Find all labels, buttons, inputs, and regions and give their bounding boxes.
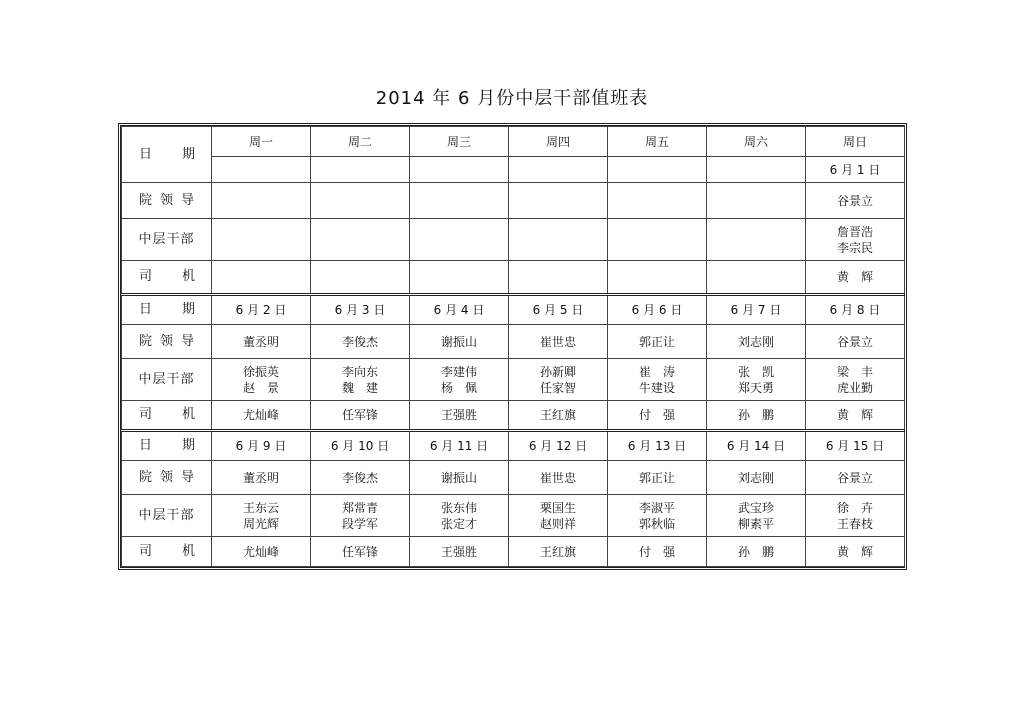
row-label-char: 导: [180, 333, 195, 349]
middle-cadre-cell: [311, 495, 410, 537]
driver-cell: 黄 辉: [806, 537, 905, 567]
cadre-name: 周光辉: [242, 516, 279, 531]
leader-cell: 谢振山: [410, 461, 509, 495]
leader-cell: 刘志刚: [707, 461, 806, 495]
driver-cell: [608, 261, 707, 295]
weekday-header: 周三: [410, 127, 509, 157]
date-cell: [212, 157, 311, 183]
leader-cell: [410, 183, 509, 219]
date-cell: 6 月 2 日: [212, 295, 311, 325]
date-cell: 6 月 1 日: [806, 157, 905, 183]
row-label-driver: [122, 261, 212, 295]
weekday-header: 周日: [806, 127, 905, 157]
cadre-name: 牛建设: [638, 380, 675, 395]
middle-cadre-cell: [707, 219, 806, 261]
row-label-char: 院: [139, 192, 154, 208]
date-cell: 6 月 12 日: [509, 431, 608, 461]
middle-cadre-cell: [410, 495, 509, 537]
leader-cell: 李俊杰: [311, 325, 410, 359]
middle-cadre-cell: [212, 495, 311, 537]
row-label-char: 期: [181, 438, 196, 453]
driver-cell: [707, 261, 806, 295]
middle-cadre-cell: [311, 359, 410, 401]
row-label-char: 机: [181, 269, 196, 284]
cadre-name: 赵则祥: [539, 516, 576, 531]
date-cell: 6 月 4 日: [410, 295, 509, 325]
leader-cell: 郭正让: [608, 461, 707, 495]
driver-cell: 尤灿峰: [212, 401, 311, 431]
date-cell: 6 月 14 日: [707, 431, 806, 461]
cadre-name: 王东云: [242, 500, 279, 515]
leader-cell: 谷景立: [806, 461, 905, 495]
row-label-char: 期: [181, 302, 196, 317]
date-cell: 6 月 5 日: [509, 295, 608, 325]
leader-cell: 谢振山: [410, 325, 509, 359]
driver-cell: 王红旗: [509, 537, 608, 567]
middle-cadre-cell: [509, 359, 608, 401]
row-label-char: 院: [139, 333, 154, 349]
date-cell: 6 月 15 日: [806, 431, 905, 461]
leader-cell: [608, 183, 707, 219]
weekday-header: 周一: [212, 127, 311, 157]
row-label-char: 司: [139, 407, 154, 422]
middle-cadre-cell: [509, 495, 608, 537]
cadre-name: 段学军: [341, 516, 378, 531]
date-cell: [311, 157, 410, 183]
row-label-char: 日: [139, 146, 154, 162]
driver-cell: [212, 261, 311, 295]
cadre-name: 郑常青: [341, 500, 378, 515]
date-cell: 6 月 3 日: [311, 295, 410, 325]
row-label-char: 日: [139, 302, 154, 317]
driver-cell: 任军锋: [311, 537, 410, 567]
row-label-middle: 中层干部: [122, 495, 212, 537]
middle-cadre-cell: [806, 219, 905, 261]
row-label-char: 领: [159, 469, 174, 485]
row-label-middle: 中层干部: [122, 219, 212, 261]
cadre-name: 李淑平: [638, 500, 675, 515]
cadre-name: 虎业勤: [836, 380, 873, 395]
leader-cell: 董丞明: [212, 461, 311, 495]
driver-cell: 孙 鹏: [707, 401, 806, 431]
duty-schedule-table: [118, 123, 907, 570]
middle-cadre-cell: [608, 359, 707, 401]
driver-cell: [509, 261, 608, 295]
driver-cell: [311, 261, 410, 295]
row-label-char: 机: [181, 543, 196, 559]
driver-cell: 尤灿峰: [212, 537, 311, 567]
row-label-leader: [122, 183, 212, 219]
row-label-driver: [122, 537, 212, 567]
date-cell: 6 月 11 日: [410, 431, 509, 461]
leader-cell: [707, 183, 806, 219]
leader-cell: 刘志刚: [707, 325, 806, 359]
date-cell: [707, 157, 806, 183]
leader-cell: 崔世忠: [509, 461, 608, 495]
row-label-char: 期: [181, 146, 196, 162]
driver-cell: 黄 辉: [806, 401, 905, 431]
middle-cadre-cell: [212, 359, 311, 401]
row-label-leader: [122, 325, 212, 359]
date-cell: [509, 157, 608, 183]
middle-cadre-cell: [509, 219, 608, 261]
cadre-name: 郑天勇: [737, 380, 774, 395]
cadre-name: 柳素平: [737, 516, 774, 531]
leader-cell: 李俊杰: [311, 461, 410, 495]
middle-cadre-cell: [707, 359, 806, 401]
leader-cell: 谷景立: [806, 183, 905, 219]
cadre-name: 孙新卿: [539, 364, 576, 379]
row-label-char: 领: [159, 192, 174, 208]
cadre-name: 郭秋临: [638, 516, 675, 531]
leader-cell: 崔世忠: [509, 325, 608, 359]
driver-cell: 王强胜: [410, 537, 509, 567]
cadre-name: 李建伟: [440, 364, 477, 379]
cadre-name: 魏 建: [341, 380, 378, 395]
cadre-name: 张定才: [440, 516, 477, 531]
row-label-date: [122, 295, 212, 325]
leader-cell: 董丞明: [212, 325, 311, 359]
date-cell: 6 月 6 日: [608, 295, 707, 325]
cadre-name: 张东伟: [440, 500, 477, 515]
cadre-name: 武宝珍: [737, 500, 774, 515]
cadre-name: 李向东: [341, 364, 378, 379]
cadre-name: 栗国生: [539, 500, 576, 515]
page-title: 2014 年 6 月份中层干部值班表: [375, 88, 649, 109]
cadre-name: 李宗民: [836, 240, 873, 255]
middle-cadre-cell: [608, 219, 707, 261]
driver-cell: 付 强: [608, 537, 707, 567]
middle-cadre-cell: [410, 359, 509, 401]
leader-cell: 郭正让: [608, 325, 707, 359]
row-label-leader: [122, 461, 212, 495]
row-label-date: [122, 127, 212, 183]
row-label-char: 司: [139, 543, 154, 559]
date-cell: 6 月 7 日: [707, 295, 806, 325]
cadre-name: 杨 佩: [440, 380, 477, 395]
leader-cell: [212, 183, 311, 219]
row-label-middle: 中层干部: [122, 359, 212, 401]
cadre-name: 徐振英: [242, 364, 279, 379]
row-label-char: 导: [180, 469, 195, 485]
middle-cadre-cell: [707, 495, 806, 537]
cadre-name: 崔 涛: [638, 364, 675, 379]
middle-cadre-cell: [806, 359, 905, 401]
row-label-driver: [122, 401, 212, 431]
cadre-name: 王春枝: [836, 516, 873, 531]
leader-cell: [311, 183, 410, 219]
cadre-name: 詹晋浩: [836, 224, 873, 239]
cadre-name: 徐 卉: [836, 500, 873, 515]
date-cell: 6 月 13 日: [608, 431, 707, 461]
cadre-name: 张 凯: [737, 364, 774, 379]
row-label-char: 导: [180, 192, 195, 208]
row-label-char: 机: [181, 407, 196, 422]
leader-cell: 谷景立: [806, 325, 905, 359]
cadre-name: 赵 景: [242, 380, 279, 395]
date-cell: 6 月 10 日: [311, 431, 410, 461]
weekday-header: 周六: [707, 127, 806, 157]
middle-cadre-cell: [806, 495, 905, 537]
cadre-name: 任家智: [539, 380, 576, 395]
row-label-date: [122, 431, 212, 461]
driver-cell: 王强胜: [410, 401, 509, 431]
row-label-char: 院: [139, 469, 154, 485]
row-label-char: 日: [139, 438, 154, 453]
cadre-name: 梁 丰: [836, 364, 873, 379]
weekday-header: 周四: [509, 127, 608, 157]
driver-cell: 孙 鹏: [707, 537, 806, 567]
date-cell: 6 月 8 日: [806, 295, 905, 325]
middle-cadre-cell: [212, 219, 311, 261]
row-label-char: 司: [139, 269, 154, 284]
driver-cell: 付 强: [608, 401, 707, 431]
middle-cadre-cell: [608, 495, 707, 537]
date-cell: [410, 157, 509, 183]
leader-cell: [509, 183, 608, 219]
row-label-char: 领: [159, 333, 174, 349]
middle-cadre-cell: [311, 219, 410, 261]
weekday-header: 周二: [311, 127, 410, 157]
date-cell: 6 月 9 日: [212, 431, 311, 461]
weekday-header: 周五: [608, 127, 707, 157]
driver-cell: [410, 261, 509, 295]
driver-cell: 王红旗: [509, 401, 608, 431]
driver-cell: 黄 辉: [806, 261, 905, 295]
date-cell: [608, 157, 707, 183]
middle-cadre-cell: [410, 219, 509, 261]
driver-cell: 任军锋: [311, 401, 410, 431]
